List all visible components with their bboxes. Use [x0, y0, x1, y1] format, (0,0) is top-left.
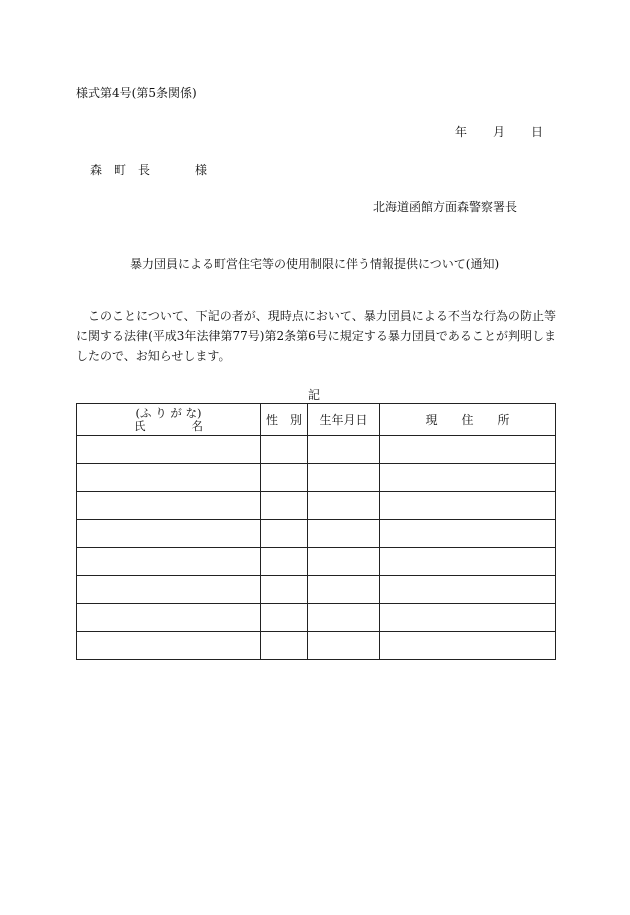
addressee-name: 森 町 長: [90, 163, 151, 177]
date-line: [455, 123, 543, 140]
persons-table: [76, 403, 556, 660]
cell-dob[interactable]: [308, 632, 380, 660]
header-furigana: (ふ り が な): [135, 405, 202, 420]
cell-address[interactable]: [380, 632, 556, 660]
cell-dob[interactable]: [308, 576, 380, 604]
cell-sex[interactable]: [261, 632, 308, 660]
table-row: [77, 492, 556, 520]
cell-sex[interactable]: [261, 464, 308, 492]
table-row: [77, 548, 556, 576]
cell-name[interactable]: [77, 604, 261, 632]
cell-dob[interactable]: [308, 604, 380, 632]
ki-heading: 記: [308, 388, 321, 402]
table-row: [77, 436, 556, 464]
table-row: [77, 464, 556, 492]
cell-sex[interactable]: [261, 492, 308, 520]
header-name: [77, 404, 261, 436]
cell-address[interactable]: [380, 520, 556, 548]
header-address: 現 住 所: [380, 404, 556, 436]
table-header-row: [77, 404, 556, 436]
cell-dob[interactable]: [308, 464, 380, 492]
cell-dob[interactable]: [308, 548, 380, 576]
sender: 北海道函館方面森警察署長: [373, 200, 518, 214]
cell-dob[interactable]: [308, 436, 380, 464]
header-dob: 生年月日: [308, 404, 380, 436]
cell-name[interactable]: [77, 632, 261, 660]
table-row: [77, 632, 556, 660]
body-text: このことについて、下記の者が、現時点において、暴力団員による不当な行為の防止等に関する法律(平成3年法律第77号)第2条第6号に規定する暴力団員であることが判明しましたので、お知らせします。: [76, 309, 556, 363]
table-row: [77, 604, 556, 632]
cell-address[interactable]: [380, 604, 556, 632]
date-month: 月: [493, 125, 506, 139]
cell-name[interactable]: [77, 436, 261, 464]
cell-name[interactable]: [77, 464, 261, 492]
cell-sex[interactable]: [261, 576, 308, 604]
cell-address[interactable]: [380, 464, 556, 492]
cell-sex[interactable]: [261, 520, 308, 548]
cell-name[interactable]: [77, 492, 261, 520]
date-day: 日: [531, 125, 544, 139]
cell-name[interactable]: [77, 576, 261, 604]
table-row: [77, 576, 556, 604]
cell-sex[interactable]: [261, 436, 308, 464]
cell-address[interactable]: [380, 548, 556, 576]
cell-address[interactable]: [380, 492, 556, 520]
addressee-honorific: 様: [195, 163, 208, 177]
cell-name[interactable]: [77, 520, 261, 548]
table-row: [77, 520, 556, 548]
header-sex: 性 別: [261, 404, 308, 436]
form-number: 様式第4号(第5条関係): [76, 86, 197, 100]
cell-dob[interactable]: [308, 520, 380, 548]
header-name-label: 氏 名: [134, 418, 203, 433]
document-title: 暴力団員による町営住宅等の使用制限に伴う情報提供について(通知): [130, 257, 500, 271]
cell-address[interactable]: [380, 436, 556, 464]
cell-sex[interactable]: [261, 548, 308, 576]
cell-sex[interactable]: [261, 604, 308, 632]
cell-dob[interactable]: [308, 492, 380, 520]
cell-address[interactable]: [380, 576, 556, 604]
addressee: [90, 161, 207, 178]
cell-name[interactable]: [77, 548, 261, 576]
date-year: 年: [455, 125, 468, 139]
